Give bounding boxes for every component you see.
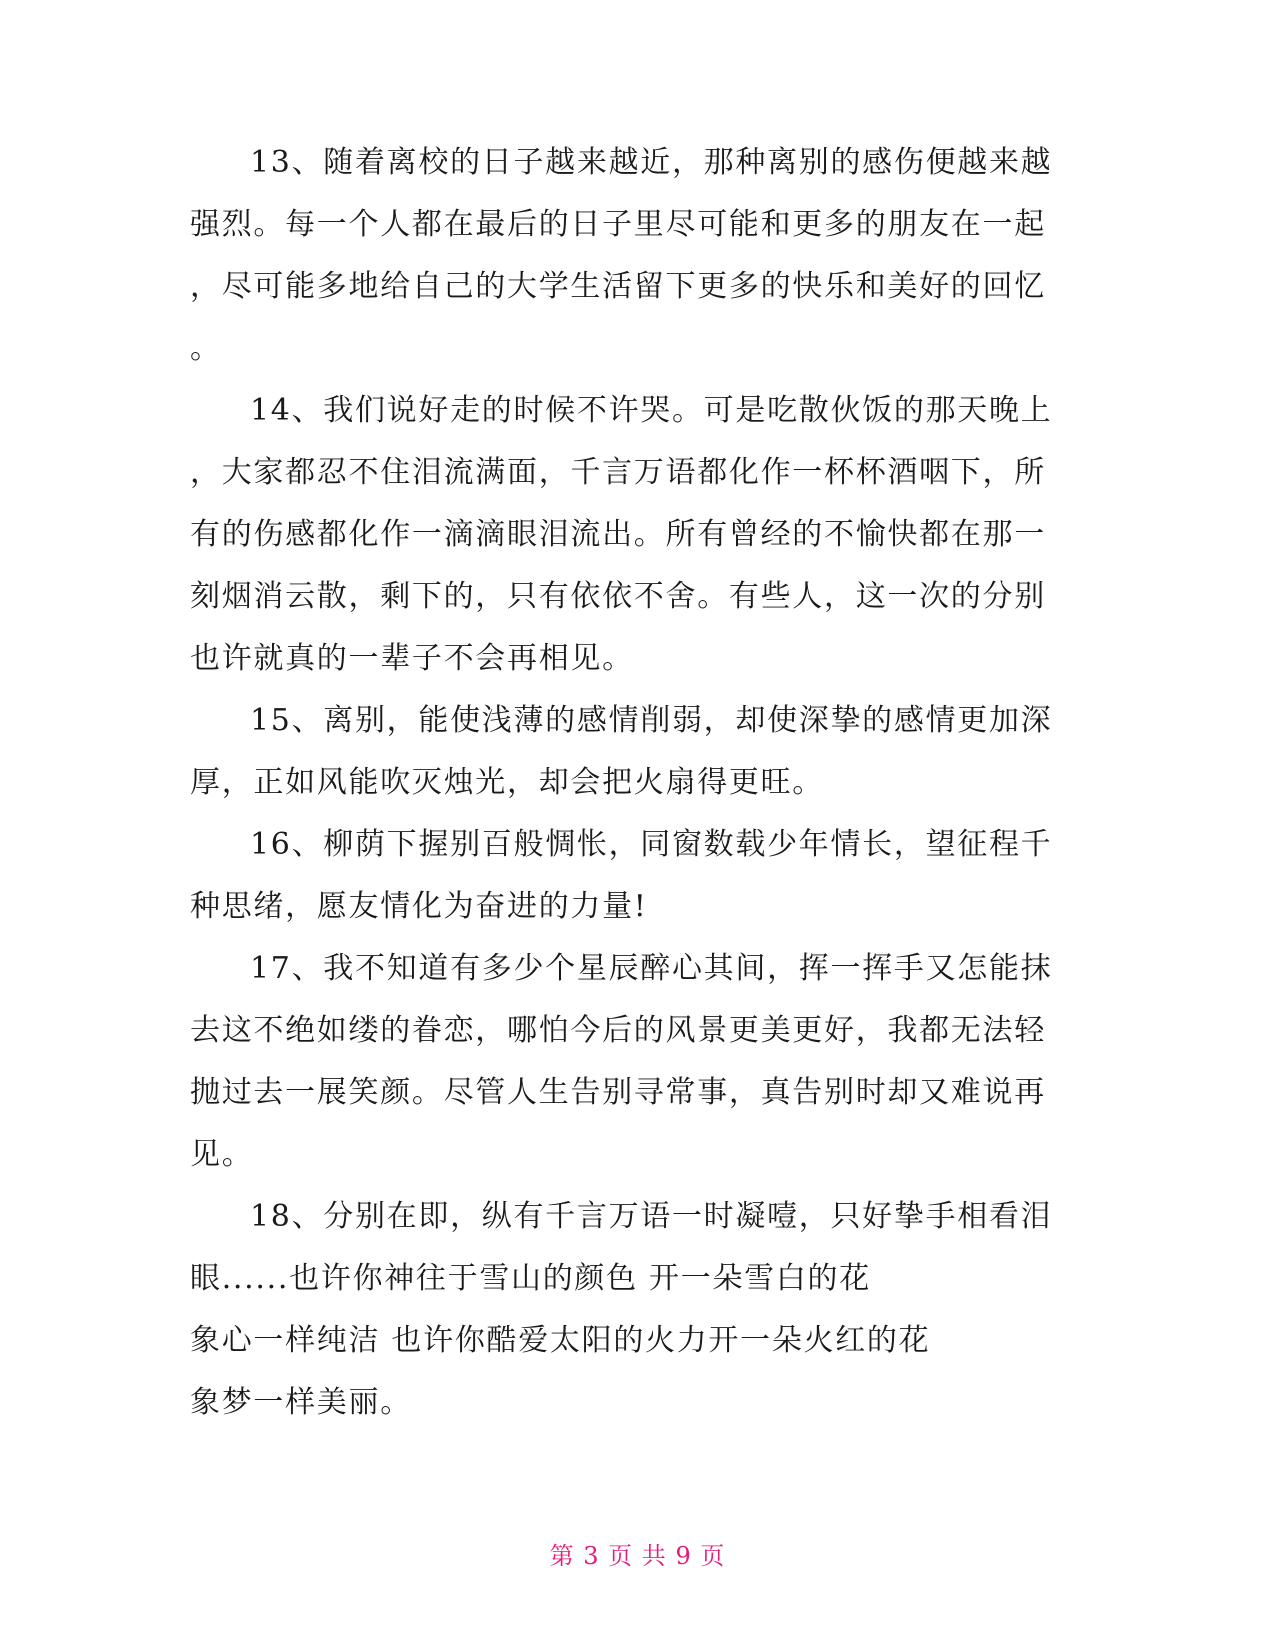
paragraph-15-line-1: 15、离别，能使浅薄的感情削弱，却使深挚的感情更加深 (250, 703, 1053, 738)
paragraph-14-line-5: 也许就真的一辈子不会再相见。 (190, 641, 634, 676)
paragraph-15-line-2: 厚，正如风能吹灭烛光，却会把火扇得更旺。 (190, 765, 824, 800)
paragraph-14-line-2: ，大家都忍不住泪流满面，千言万语都化作一杯杯酒咽下，所 (190, 455, 1046, 490)
paragraph-17-line-3: 抛过去一展笑颜。尽管人生告别寻常事，真告别时却又难说再 (190, 1075, 1046, 1110)
paragraph-18-line-3: 象心一样纯洁 也许你酷爱太阳的火力开一朵火红的花 (190, 1323, 931, 1358)
page-number-footer: 第 3 页 共 9 页 (549, 1542, 726, 1570)
paragraph-14-line-3: 有的伤感都化作一滴滴眼泪流出。所有曾经的不愉快都在那一 (190, 517, 1046, 552)
paragraph-14-line-1: 14、我们说好走的时候不许哭。可是吃散伙饭的那天晚上 (250, 393, 1053, 428)
paragraph-18-line-2: 眼......也许你神往于雪山的颜色 开一朵雪白的花 (190, 1261, 871, 1296)
paragraph-18-line-4: 象梦一样美丽。 (190, 1385, 412, 1420)
paragraph-14-line-4: 刻烟消云散，剩下的，只有依依不舍。有些人，这一次的分别 (190, 579, 1046, 614)
paragraph-17-line-4: 见。 (190, 1137, 254, 1172)
paragraph-16-line-1: 16、柳荫下握别百般惆怅，同窗数载少年情长，望征程千 (250, 827, 1053, 862)
paragraph-17-line-2: 去这不绝如缕的眷恋，哪怕今后的风景更美更好，我都无法轻 (190, 1013, 1046, 1048)
paragraph-13-line-2: 强烈。每一个人都在最后的日子里尽可能和更多的朋友在一起 (190, 207, 1046, 242)
paragraph-13-line-3: ，尽可能多地给自己的大学生活留下更多的快乐和美好的回忆 (190, 269, 1046, 304)
paragraph-17-line-1: 17、我不知道有多少个星辰醉心其间，挥一挥手又怎能抹 (250, 951, 1053, 986)
paragraph-13-line-4: 。 (190, 331, 222, 366)
paragraph-16-line-2: 种思绪，愿友情化为奋进的力量! (190, 889, 648, 924)
paragraph-13-line-1: 13、随着离校的日子越来越近，那种离别的感伤便越来越 (250, 145, 1053, 180)
paragraph-18-line-1: 18、分别在即，纵有千言万语一时凝噎，只好挚手相看泪 (250, 1199, 1053, 1234)
